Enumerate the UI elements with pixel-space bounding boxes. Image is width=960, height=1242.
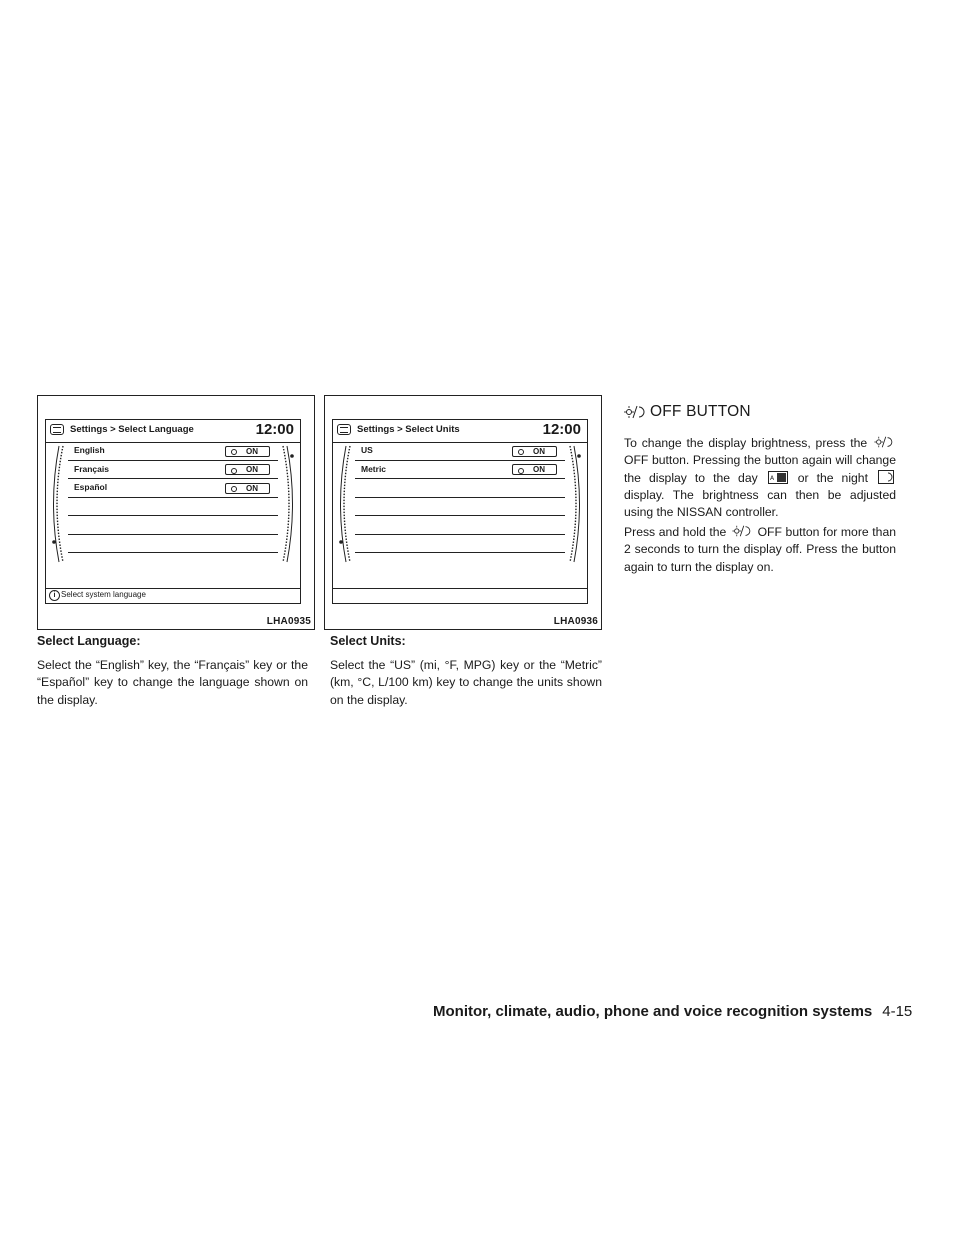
row-label: English xyxy=(74,445,105,455)
on-label: ON xyxy=(246,465,258,474)
on-label: ON xyxy=(246,483,258,493)
menu-list xyxy=(68,442,278,553)
radio-dot-icon xyxy=(518,468,524,474)
menu-row-empty xyxy=(68,498,278,517)
svg-text:A: A xyxy=(769,474,774,482)
on-indicator xyxy=(512,446,557,457)
row-label: Español xyxy=(74,482,108,492)
menu-row-empty xyxy=(355,498,565,517)
on-label: ON xyxy=(246,446,258,456)
screen-footer xyxy=(46,588,300,603)
on-indicator xyxy=(225,446,270,457)
menu-row-empty xyxy=(355,479,565,498)
settings-icon xyxy=(50,424,64,435)
sun-moon-icon xyxy=(732,524,752,538)
clock: 12:00 xyxy=(255,421,294,438)
figure-label: LHA0936 xyxy=(553,616,598,627)
menu-row-empty xyxy=(68,516,278,535)
on-label: ON xyxy=(533,465,545,474)
right-scroll-indicator xyxy=(566,444,586,564)
menu-row-espanol[interactable] xyxy=(68,479,278,498)
select-units-heading: Select Units: xyxy=(330,634,406,648)
p1-text-d: display. The brightness can then be adjusted using the NISSAN controller. xyxy=(624,487,896,520)
menu-row-empty xyxy=(355,535,565,554)
menu-row-us[interactable] xyxy=(355,442,565,461)
off-button-paragraph-2 xyxy=(624,524,896,576)
menu-row-metric[interactable] xyxy=(355,461,565,480)
screen-title: Settings > Select Language xyxy=(70,424,194,435)
select-language-heading: Select Language: xyxy=(37,634,141,648)
hint-text: Select system language xyxy=(61,590,146,599)
info-icon: i xyxy=(49,590,60,601)
menu-row-empty xyxy=(355,516,565,535)
night-mode-icon xyxy=(878,470,894,484)
p2-text-b: OFF button for more than 2 seconds to turn the display off. Press the button again to turn the display on. xyxy=(624,525,897,574)
p1-text-b: OFF button. Pressing the button again will change the display to the day xyxy=(624,453,896,485)
left-scroll-indicator xyxy=(334,444,354,564)
display-screen xyxy=(45,419,301,604)
on-label: ON xyxy=(533,446,545,456)
p1-text-a: To change the display brightness, press the xyxy=(624,436,868,450)
screen-footer xyxy=(333,588,587,603)
row-label: Metric xyxy=(361,463,387,474)
radio-dot-icon xyxy=(231,449,237,455)
figure-select-language xyxy=(37,395,315,630)
figure-select-units xyxy=(324,395,602,630)
sun-moon-icon xyxy=(874,435,894,449)
menu-row-english[interactable] xyxy=(68,442,278,461)
row-label: Français xyxy=(74,463,109,474)
day-mode-icon xyxy=(768,471,788,484)
menu-row-empty xyxy=(68,535,278,554)
settings-icon xyxy=(337,424,351,435)
off-button-title-text: OFF BUTTON xyxy=(650,403,751,420)
radio-dot-icon xyxy=(231,486,237,492)
left-scroll-indicator xyxy=(47,444,67,564)
off-button-paragraph-1 xyxy=(624,435,896,521)
menu-row-francais[interactable] xyxy=(68,461,278,480)
select-language-body: Select the “English” key, the “Français” key or the “Español” key to change the language shown on the display. xyxy=(37,658,308,707)
page-number: 4-15 xyxy=(882,1003,913,1020)
p1-text-c: or the night xyxy=(797,470,868,485)
radio-dot-icon xyxy=(231,468,237,474)
page-footer xyxy=(433,1003,912,1020)
screen-header xyxy=(333,420,587,443)
display-screen xyxy=(332,419,588,604)
sun-moon-icon xyxy=(624,404,646,420)
on-indicator xyxy=(512,464,557,475)
right-scroll-indicator xyxy=(279,444,299,564)
screen-header xyxy=(46,420,300,443)
radio-dot-icon xyxy=(518,449,524,455)
on-indicator xyxy=(225,483,270,494)
figure-label: LHA0935 xyxy=(266,616,311,627)
select-units-body: Select the “US” (mi, °F, MPG) key or the “Metric” (km, °C, L/100 km) key to change the units shown on the display. xyxy=(330,658,602,707)
off-button-section-title xyxy=(624,403,751,421)
clock: 12:00 xyxy=(542,421,581,438)
on-indicator xyxy=(225,464,270,475)
row-label: US xyxy=(361,445,373,455)
p2-text-a: Press and hold the xyxy=(624,525,727,539)
menu-list xyxy=(355,442,565,553)
chapter-title: Monitor, climate, audio, phone and voice recognition systems xyxy=(433,1003,873,1020)
screen-title: Settings > Select Units xyxy=(357,424,460,435)
